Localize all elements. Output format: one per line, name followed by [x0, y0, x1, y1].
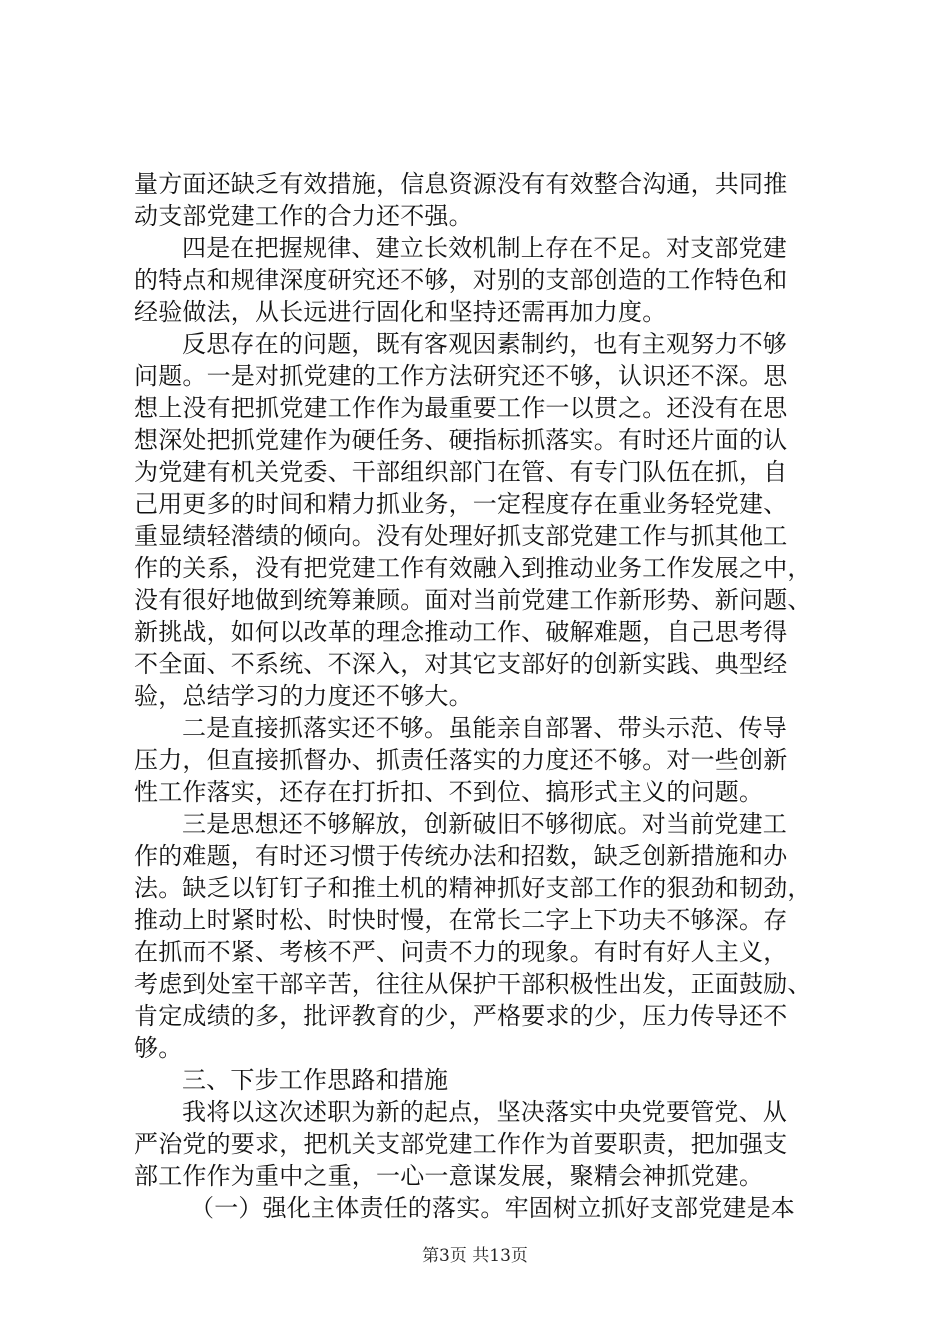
text-line: 动支部党建工作的合力还不强。	[134, 202, 473, 230]
text-line: 经验做法，从长远进行固化和坚持还需再加力度。	[134, 298, 667, 326]
text-line: 法。缺乏以钉钉子和推土机的精神抓好支部工作的狠劲和韧劲，	[134, 874, 812, 902]
text-line: 问题。一是对抓党建的工作方法研究还不够，认识还不深。思	[134, 362, 788, 390]
text-line: 作的关系，没有把党建工作有效融入到推动业务工作发展之中，	[134, 554, 812, 582]
text-line: 压力，但直接抓督办、抓责任落实的力度还不够。对一些创新	[134, 746, 788, 774]
subsection-start-line: （一）强化主体责任的落实。牢固树立抓好支部党建是本	[190, 1194, 795, 1222]
section-heading: 三、下步工作思路和措施	[182, 1066, 449, 1094]
text-line: 想深处把抓党建作为硬任务、硬指标抓落实。有时还片面的认	[134, 426, 788, 454]
text-line: 推动上时紧时松、时快时慢，在常长二字上下功夫不够深。存	[134, 906, 788, 934]
text-line: 肯定成绩的多，批评教育的少，严格要求的少，压力传导还不	[134, 1002, 788, 1030]
text-line: 的特点和规律深度研究还不够，对别的支部创造的工作特色和	[134, 266, 788, 294]
paragraph-start-line: 反思存在的问题，既有客观因素制约，也有主观努力不够	[182, 330, 787, 358]
text-line: 为党建有机关党委、干部组织部门在管、有专门队伍在抓，自	[134, 458, 788, 486]
text-line: 作的难题，有时还习惯于传统办法和招数，缺乏创新措施和办	[134, 842, 788, 870]
text-line: 量方面还缺乏有效措施，信息资源没有有效整合沟通，共同推	[134, 170, 788, 198]
text-line: 够。	[134, 1034, 183, 1062]
paragraph-start-line: 四是在把握规律、建立长效机制上存在不足。对支部党建	[182, 234, 787, 262]
text-line: 在抓而不紧、考核不严、问责不力的现象。有时有好人主义，	[134, 938, 788, 966]
text-line: 重显绩轻潜绩的倾向。没有处理好抓支部党建工作与抓其他工	[134, 522, 788, 550]
text-line: 部工作作为重中之重，一心一意谋发展，聚精会神抓党建。	[134, 1162, 764, 1190]
text-line: 新挑战，如何以改革的理念推动工作、破解难题，自己思考得	[134, 618, 788, 646]
text-line: 考虑到处室干部辛苦，往往从保护干部积极性出发，正面鼓励、	[134, 970, 812, 998]
text-line: 己用更多的时间和精力抓业务，一定程度存在重业务轻党建、	[134, 490, 788, 518]
paragraph-start-line: 我将以这次述职为新的起点，坚决落实中央党要管党、从	[182, 1098, 787, 1126]
paragraph-start-line: 二是直接抓落实还不够。虽能亲自部署、带头示范、传导	[182, 714, 787, 742]
text-line: 严治党的要求，把机关支部党建工作作为首要职责，把加强支	[134, 1130, 788, 1158]
text-line: 想上没有把抓党建工作作为最重要工作一以贯之。还没有在思	[134, 394, 788, 422]
text-line: 验，总结学习的力度还不够大。	[134, 682, 473, 710]
page-number-label: 第3页 共13页	[422, 1246, 528, 1266]
text-line: 不全面、不系统、不深入，对其它支部好的创新实践、典型经	[134, 650, 788, 678]
page-footer	[0, 1246, 950, 1266]
document-body	[134, 168, 834, 1224]
text-line: 没有很好地做到统筹兼顾。面对当前党建工作新形势、新问题、	[134, 586, 812, 614]
text-line: 性工作落实，还存在打折扣、不到位、搞形式主义的问题。	[134, 778, 764, 806]
paragraph-start-line: 三是思想还不够解放，创新破旧不够彻底。对当前党建工	[182, 810, 787, 838]
